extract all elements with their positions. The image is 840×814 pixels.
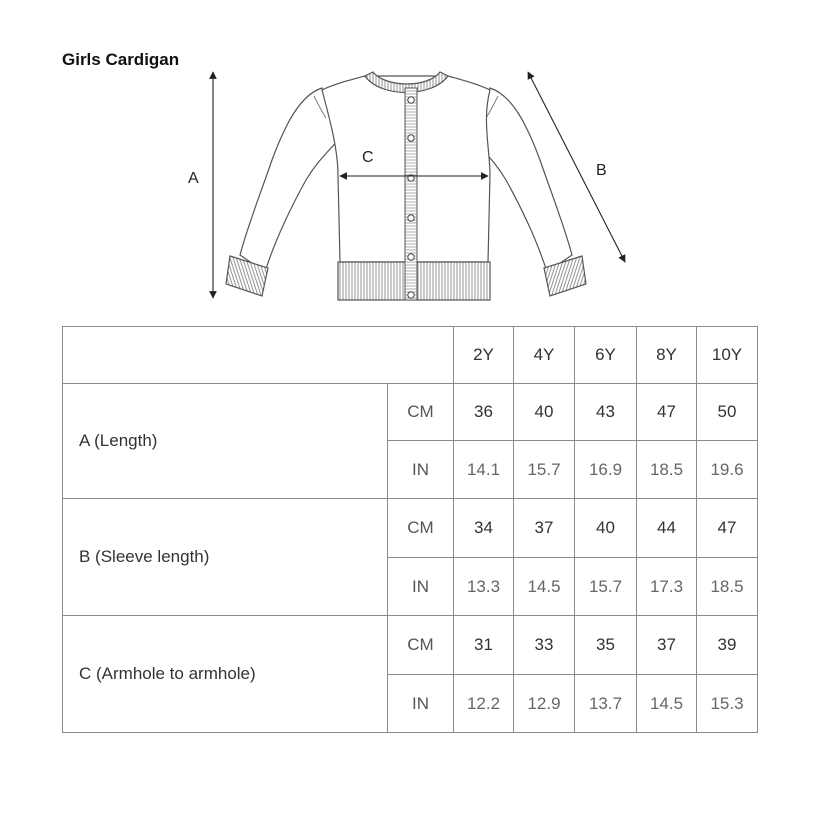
value-cell: 12.2 xyxy=(454,675,514,733)
right-sleeve xyxy=(474,88,586,296)
size-header: 4Y xyxy=(514,327,575,384)
label-c: C xyxy=(362,149,374,166)
size-header: 2Y xyxy=(454,327,514,384)
value-cell: 34 xyxy=(454,499,514,558)
value-cell: 40 xyxy=(575,499,637,558)
cardigan-body xyxy=(322,72,490,300)
size-header-row xyxy=(63,327,758,384)
value-cell: 39 xyxy=(697,616,758,675)
value-cell: 36 xyxy=(454,384,514,441)
size-header: 10Y xyxy=(697,327,758,384)
measurement-label: B (Sleeve length) xyxy=(63,499,388,616)
value-cell: 35 xyxy=(575,616,637,675)
unit-label: IN xyxy=(388,558,454,616)
value-cell: 18.5 xyxy=(697,558,758,616)
value-cell: 15.3 xyxy=(697,675,758,733)
size-header: 8Y xyxy=(637,327,697,384)
cardigan-diagram xyxy=(0,0,840,320)
unit-label: CM xyxy=(388,499,454,558)
value-cell: 47 xyxy=(697,499,758,558)
label-a: A xyxy=(188,170,199,187)
size-table xyxy=(62,326,758,733)
measurement-label: C (Armhole to armhole) xyxy=(63,616,388,733)
value-cell: 50 xyxy=(697,384,758,441)
value-cell: 14.1 xyxy=(454,441,514,499)
value-cell: 13.7 xyxy=(575,675,637,733)
value-cell: 17.3 xyxy=(637,558,697,616)
unit-label: IN xyxy=(388,675,454,733)
value-cell: 15.7 xyxy=(514,441,575,499)
table-row xyxy=(63,616,758,675)
value-cell: 18.5 xyxy=(637,441,697,499)
value-cell: 15.7 xyxy=(575,558,637,616)
value-cell: 13.3 xyxy=(454,558,514,616)
unit-label: CM xyxy=(388,384,454,441)
header-empty-cell xyxy=(63,327,454,384)
unit-label: IN xyxy=(388,441,454,499)
value-cell: 43 xyxy=(575,384,637,441)
measurement-label: A (Length) xyxy=(63,384,388,499)
value-cell: 33 xyxy=(514,616,575,675)
value-cell: 14.5 xyxy=(514,558,575,616)
value-cell: 37 xyxy=(637,616,697,675)
label-b: B xyxy=(596,162,607,179)
unit-label: CM xyxy=(388,616,454,675)
value-cell: 16.9 xyxy=(575,441,637,499)
value-cell: 31 xyxy=(454,616,514,675)
value-cell: 40 xyxy=(514,384,575,441)
value-cell: 37 xyxy=(514,499,575,558)
value-cell: 47 xyxy=(637,384,697,441)
size-header: 6Y xyxy=(575,327,637,384)
page-title: Girls Cardigan xyxy=(62,50,180,69)
value-cell: 44 xyxy=(637,499,697,558)
value-cell: 12.9 xyxy=(514,675,575,733)
table-row xyxy=(63,499,758,558)
value-cell: 14.5 xyxy=(637,675,697,733)
table-row xyxy=(63,384,758,441)
value-cell: 19.6 xyxy=(697,441,758,499)
left-sleeve xyxy=(226,88,338,296)
